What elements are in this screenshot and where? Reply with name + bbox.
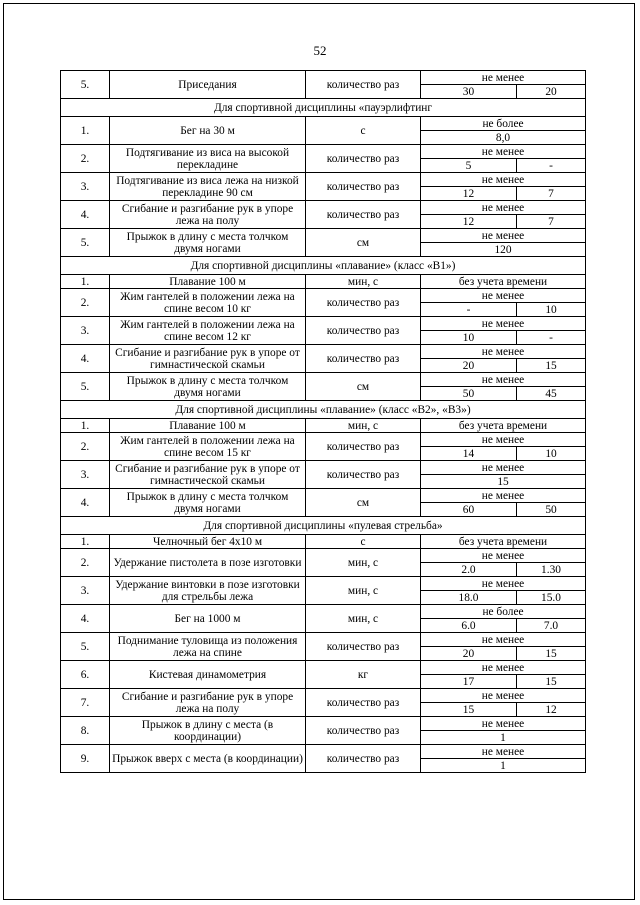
section-heading-row bbox=[61, 517, 586, 535]
norm-header: не менее bbox=[421, 689, 586, 703]
norm-value: 1 bbox=[421, 759, 586, 773]
exercise-name: Приседания bbox=[110, 71, 306, 99]
norm-value-girls: 15 bbox=[517, 675, 586, 689]
exercise-name: Удержание пистолета в позе изготовки bbox=[110, 549, 306, 577]
unit: см bbox=[306, 489, 421, 517]
row-number: 5. bbox=[61, 229, 110, 257]
section-title: Для спортивной дисциплины «плавание» (класс «В1») bbox=[61, 257, 586, 275]
norm-header: не менее bbox=[421, 745, 586, 759]
section-heading-row bbox=[61, 401, 586, 419]
norm-value-girls: 7 bbox=[517, 187, 586, 201]
unit: см bbox=[306, 373, 421, 401]
table-row bbox=[61, 289, 586, 303]
norm-value-girls: 50 bbox=[517, 503, 586, 517]
norm-value-girls: 15.0 bbox=[517, 591, 586, 605]
norm-value: без учета времени bbox=[421, 419, 586, 433]
unit: количество раз bbox=[306, 717, 421, 745]
table-row bbox=[61, 173, 586, 187]
exercise-name: Прыжок в длину с места толчком двумя ногами bbox=[110, 229, 306, 257]
unit: количество раз bbox=[306, 633, 421, 661]
norm-header: не менее bbox=[421, 71, 586, 85]
norm-header: не менее bbox=[421, 549, 586, 563]
norm-value: 1 bbox=[421, 731, 586, 745]
section-title: Для спортивной дисциплины «пулевая стрельба» bbox=[61, 517, 586, 535]
unit: количество раз bbox=[306, 173, 421, 201]
table-row bbox=[61, 633, 586, 647]
norm-value: 8,0 bbox=[421, 131, 586, 145]
exercise-name: Плавание 100 м bbox=[110, 275, 306, 289]
norm-value-boys: 15 bbox=[421, 703, 517, 717]
unit: количество раз bbox=[306, 71, 421, 99]
row-number: 2. bbox=[61, 433, 110, 461]
norm-value-girls: - bbox=[517, 331, 586, 345]
unit: количество раз bbox=[306, 345, 421, 373]
table-row bbox=[61, 229, 586, 243]
unit: мин, с bbox=[306, 549, 421, 577]
exercise-name: Сгибание и разгибание рук в упоре лежа на полу bbox=[110, 689, 306, 717]
table-row bbox=[61, 461, 586, 475]
exercise-name: Сгибание и разгибание рук в упоре от гимнастической скамьи bbox=[110, 345, 306, 373]
exercise-name: Поднимание туловища из положения лежа на спине bbox=[110, 633, 306, 661]
exercise-name: Удержание винтовки в позе изготовки для стрельбы лежа bbox=[110, 577, 306, 605]
norm-value-boys: 18.0 bbox=[421, 591, 517, 605]
unit: количество раз bbox=[306, 289, 421, 317]
exercise-name: Жим гантелей в положении лежа на спине весом 10 кг bbox=[110, 289, 306, 317]
norm-value-boys: 10 bbox=[421, 331, 517, 345]
row-number: 1. bbox=[61, 535, 110, 549]
row-number: 3. bbox=[61, 173, 110, 201]
section-title: Для спортивной дисциплины «пауэрлифтинг bbox=[61, 99, 586, 117]
norm-value-boys: 2.0 bbox=[421, 563, 517, 577]
exercise-name: Жим гантелей в положении лежа на спине весом 15 кг bbox=[110, 433, 306, 461]
table-row bbox=[61, 317, 586, 331]
norm-value: 120 bbox=[421, 243, 586, 257]
table-row bbox=[61, 689, 586, 703]
section-title: Для спортивной дисциплины «плавание» (класс «В2», «В3») bbox=[61, 401, 586, 419]
norm-header: не менее bbox=[421, 461, 586, 475]
norm-value-boys: 6.0 bbox=[421, 619, 517, 633]
table-row bbox=[61, 373, 586, 387]
exercise-name: Прыжок вверх с места (в координации) bbox=[110, 745, 306, 773]
norm-header: не менее bbox=[421, 345, 586, 359]
exercise-name: Прыжок в длину с места толчком двумя ногами bbox=[110, 373, 306, 401]
norm-header: не более bbox=[421, 605, 586, 619]
exercise-name: Подтягивание из виса лежа на низкой перекладине 90 см bbox=[110, 173, 306, 201]
norm-header: не менее bbox=[421, 633, 586, 647]
norm-value-girls: 45 bbox=[517, 387, 586, 401]
exercise-name: Бег на 1000 м bbox=[110, 605, 306, 633]
row-number: 2. bbox=[61, 145, 110, 173]
norm-value-girls: 15 bbox=[517, 647, 586, 661]
row-number: 3. bbox=[61, 577, 110, 605]
norm-value-girls: 1.30 bbox=[517, 563, 586, 577]
table-row bbox=[61, 535, 586, 549]
table-row bbox=[61, 71, 586, 85]
row-number: 3. bbox=[61, 317, 110, 345]
page-number: 52 bbox=[313, 43, 327, 58]
row-number: 5. bbox=[61, 633, 110, 661]
norm-value-boys: 20 bbox=[421, 359, 517, 373]
row-number: 4. bbox=[61, 201, 110, 229]
table-row bbox=[61, 419, 586, 433]
table-row bbox=[61, 489, 586, 503]
unit: количество раз bbox=[306, 201, 421, 229]
exercise-name: Сгибание и разгибание рук в упоре от гимнастической скамьи bbox=[110, 461, 306, 489]
norm-value-girls: 7 bbox=[517, 215, 586, 229]
table-row bbox=[61, 661, 586, 675]
exercise-name: Бег на 30 м bbox=[110, 117, 306, 145]
unit: мин, с bbox=[306, 577, 421, 605]
row-number: 1. bbox=[61, 419, 110, 433]
row-number: 5. bbox=[61, 71, 110, 99]
section-heading-row bbox=[61, 99, 586, 117]
norm-header: не менее bbox=[421, 173, 586, 187]
unit: с bbox=[306, 535, 421, 549]
norm-value-boys: 14 bbox=[421, 447, 517, 461]
unit: количество раз bbox=[306, 433, 421, 461]
row-number: 4. bbox=[61, 605, 110, 633]
row-number: 3. bbox=[61, 461, 110, 489]
unit: количество раз bbox=[306, 461, 421, 489]
row-number: 8. bbox=[61, 717, 110, 745]
table-row bbox=[61, 145, 586, 159]
table-row bbox=[61, 605, 586, 619]
norm-value-boys: 12 bbox=[421, 187, 517, 201]
norm-value-girls: 10 bbox=[517, 303, 586, 317]
norm-value: без учета времени bbox=[421, 535, 586, 549]
unit: количество раз bbox=[306, 745, 421, 773]
norm-value-girls: 15 bbox=[517, 359, 586, 373]
table-row bbox=[61, 345, 586, 359]
table-row bbox=[61, 717, 586, 731]
table-row bbox=[61, 201, 586, 215]
unit: кг bbox=[306, 661, 421, 689]
norm-value-girls: 7.0 bbox=[517, 619, 586, 633]
table-row bbox=[61, 433, 586, 447]
norm-header: не менее bbox=[421, 289, 586, 303]
norm-value: 15 bbox=[421, 475, 586, 489]
norm-value-girls: 20 bbox=[517, 85, 586, 99]
norm-header: не менее bbox=[421, 661, 586, 675]
norm-value-boys: 17 bbox=[421, 675, 517, 689]
row-number: 2. bbox=[61, 289, 110, 317]
exercise-name: Сгибание и разгибание рук в упоре лежа на полу bbox=[110, 201, 306, 229]
exercise-name: Прыжок в длину с места толчком двумя ногами bbox=[110, 489, 306, 517]
exercise-name: Кистевая динамометрия bbox=[110, 661, 306, 689]
exercise-name: Подтягивание из виса на высокой перекладине bbox=[110, 145, 306, 173]
norm-header: не менее bbox=[421, 433, 586, 447]
unit: см bbox=[306, 229, 421, 257]
exercise-name: Челночный бег 4х10 м bbox=[110, 535, 306, 549]
row-number: 4. bbox=[61, 489, 110, 517]
table-row bbox=[61, 549, 586, 563]
table-row bbox=[61, 275, 586, 289]
unit: мин, с bbox=[306, 419, 421, 433]
norm-value-boys: 20 bbox=[421, 647, 517, 661]
unit: мин, с bbox=[306, 605, 421, 633]
unit: количество раз bbox=[306, 689, 421, 717]
exercise-name: Прыжок в длину с места (в координации) bbox=[110, 717, 306, 745]
norm-header: не менее bbox=[421, 489, 586, 503]
unit: мин, с bbox=[306, 275, 421, 289]
norm-value-boys: 50 bbox=[421, 387, 517, 401]
exercise-name: Жим гантелей в положении лежа на спине весом 12 кг bbox=[110, 317, 306, 345]
norm-value-boys: 12 bbox=[421, 215, 517, 229]
norm-value-boys: 60 bbox=[421, 503, 517, 517]
norm-header: не более bbox=[421, 117, 586, 131]
norm-value-girls: 12 bbox=[517, 703, 586, 717]
norm-value-boys: 30 bbox=[421, 85, 517, 99]
standards-table bbox=[60, 70, 586, 773]
norm-header: не менее bbox=[421, 145, 586, 159]
row-number: 1. bbox=[61, 117, 110, 145]
unit: количество раз bbox=[306, 145, 421, 173]
row-number: 5. bbox=[61, 373, 110, 401]
norm-header: не менее bbox=[421, 577, 586, 591]
norm-header: не менее bbox=[421, 373, 586, 387]
table-row bbox=[61, 745, 586, 759]
section-heading-row bbox=[61, 257, 586, 275]
row-number: 6. bbox=[61, 661, 110, 689]
norm-value: без учета времени bbox=[421, 275, 586, 289]
row-number: 9. bbox=[61, 745, 110, 773]
norm-header: не менее bbox=[421, 717, 586, 731]
table-row bbox=[61, 577, 586, 591]
norm-value-boys: 5 bbox=[421, 159, 517, 173]
norm-header: не менее bbox=[421, 317, 586, 331]
unit: количество раз bbox=[306, 317, 421, 345]
unit: с bbox=[306, 117, 421, 145]
norm-header: не менее bbox=[421, 229, 586, 243]
norm-header: не менее bbox=[421, 201, 586, 215]
table-row bbox=[61, 117, 586, 131]
exercise-name: Плавание 100 м bbox=[110, 419, 306, 433]
row-number: 2. bbox=[61, 549, 110, 577]
row-number: 7. bbox=[61, 689, 110, 717]
norm-value-girls: 10 bbox=[517, 447, 586, 461]
norm-value-boys: - bbox=[421, 303, 517, 317]
norm-value-girls: - bbox=[517, 159, 586, 173]
row-number: 1. bbox=[61, 275, 110, 289]
row-number: 4. bbox=[61, 345, 110, 373]
